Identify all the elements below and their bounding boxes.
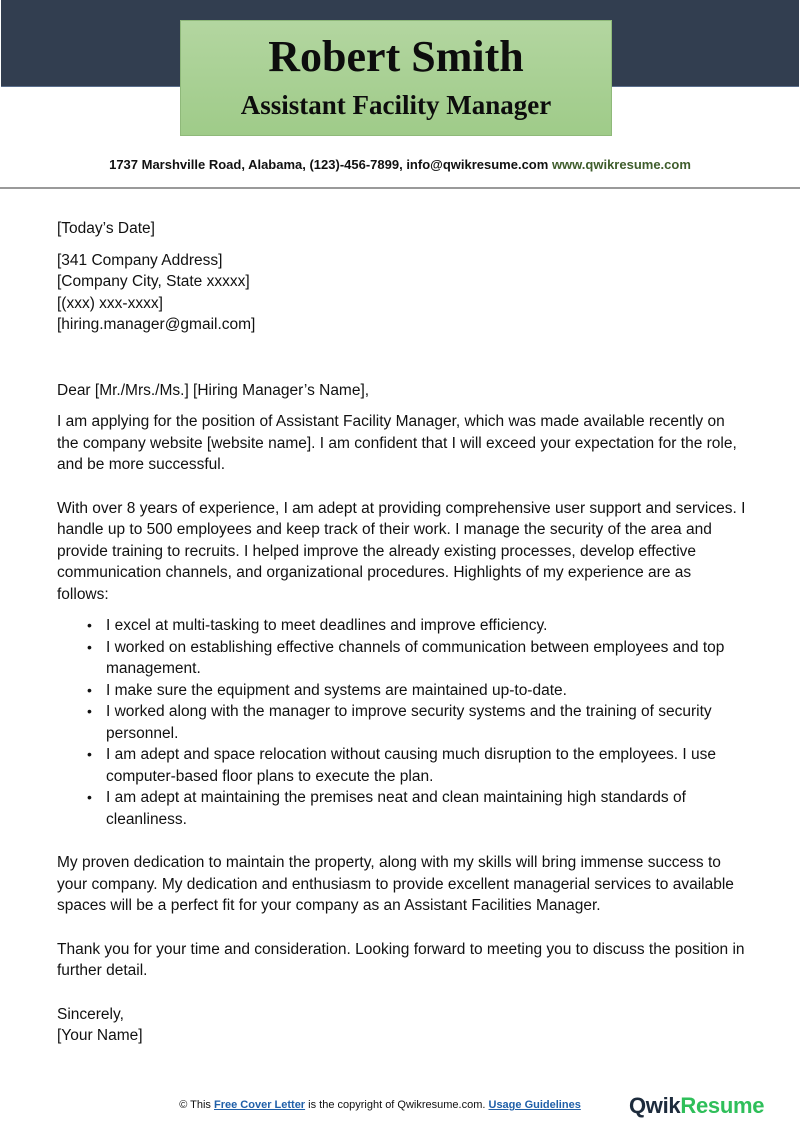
- list-item: • I worked along with the manager to improve security systems and the training of security personnel.: [87, 701, 747, 744]
- list-item: • I am adept and space relocation without causing much disruption to the employees. I use computer-based floor plans to execute the plan.: [87, 744, 747, 787]
- paragraph-dedication: My proven dedication to maintain the property, along with my skills will bring immense success to your company. My dedication and enthusiasm to provide excellent managerial services to available spaces will be a perfect fit for your company as an Assistant Facilities Manager.: [57, 854, 734, 914]
- usage-guidelines-link[interactable]: Usage Guidelines: [488, 1099, 581, 1111]
- recipient-phone: [(xxx) xxx-xxxx]: [57, 294, 163, 312]
- list-item: • I worked on establishing effective channels of communication between employees and top management.: [87, 637, 747, 680]
- logo-resume: Resume: [680, 1093, 765, 1118]
- recipient-address: [341 Company Address]: [57, 251, 223, 269]
- paragraph-intro: I am applying for the position of Assistant Facility Manager, which was made available recently on the company website [website name]. I am confident that I will exceed your expectation for the role, and be more successful.: [57, 413, 737, 473]
- list-item: • I am adept at maintaining the premises neat and clean maintaining high standards of cleanliness.: [87, 787, 747, 830]
- recipient-city: [Company City, State xxxxx]: [57, 273, 250, 290]
- paragraph-experience: With over 8 years of experience, I am adept at providing comprehensive user support and services. I handle up to 500 employees and keep track of their work. I manage the security of the area and provide training to recruits. I helped improve the already existing processes, develop effective communication channels, and organizational procedures. Highlights of my experience are as follows:: [57, 499, 746, 603]
- list-item: • I make sure the equipment and systems are maintained up-to-date.: [87, 680, 747, 702]
- copyright-prefix: © This: [179, 1099, 214, 1111]
- signoff: Sincerely,: [57, 1005, 124, 1023]
- paragraph-thanks: Thank you for your time and consideration. Looking forward to meeting you to discuss the position in further detail.: [57, 940, 745, 979]
- highlights-list: [87, 615, 747, 830]
- recipient-email: [hiring.manager@gmail.com]: [57, 316, 256, 333]
- free-cover-letter-link[interactable]: Free Cover Letter: [214, 1099, 306, 1111]
- letter-body: [57, 218, 747, 1047]
- list-item: • I excel at multi-tasking to meet deadlines and improve efficiency.: [87, 615, 747, 637]
- header-divider: [0, 187, 800, 189]
- qwikresume-logo[interactable]: [629, 1093, 764, 1119]
- job-title: Assistant Facility Manager: [240, 90, 552, 120]
- contact-line: [0, 157, 800, 172]
- logo-qwik: Qwik: [629, 1093, 681, 1118]
- signature: [Your Name]: [57, 1027, 143, 1044]
- candidate-name: Robert Smith: [268, 32, 524, 81]
- salutation: Dear [Mr./Mrs./Ms.] [Hiring Manager’s Name],: [57, 381, 370, 399]
- name-box: [180, 20, 612, 136]
- website-link[interactable]: www.qwikresume.com: [551, 157, 691, 172]
- contact-details: 1737 Marshville Road, Alabama, (123)-456-7899, info@qwikresume.com: [109, 157, 549, 172]
- copyright-middle: is the copyright of Qwikresume.com.: [305, 1099, 489, 1111]
- recipient-block: [57, 250, 747, 336]
- letter-date: [Today’s Date]: [57, 220, 155, 237]
